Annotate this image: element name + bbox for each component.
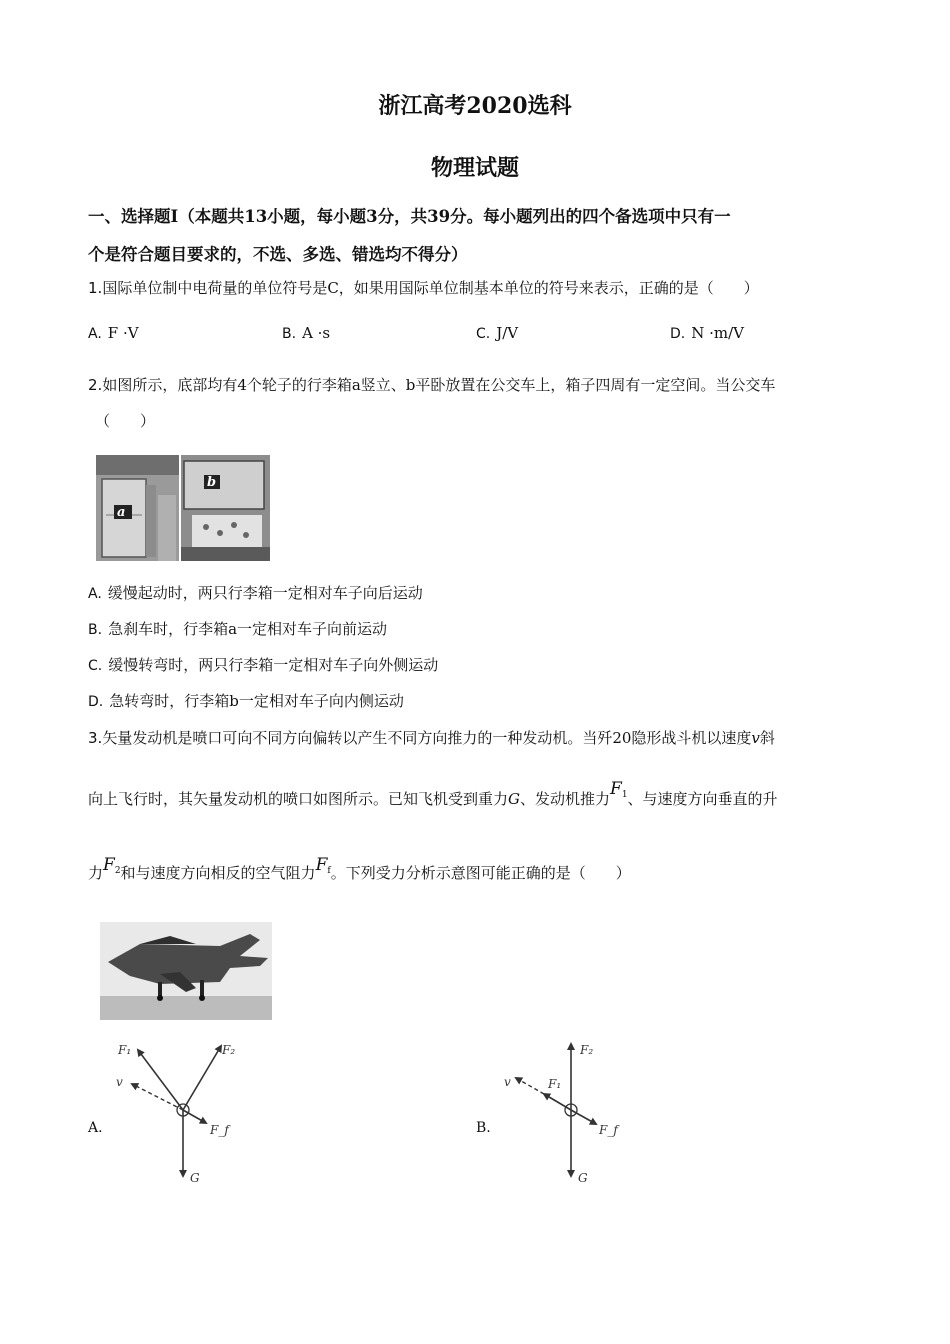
- diagram-a-f2-arrow: [183, 1046, 221, 1110]
- q3-var-f2: [103, 855, 121, 875]
- q3-text-3a: 力: [88, 864, 104, 882]
- q2-option-b: [88, 618, 387, 639]
- page-title: 浙江高考2020选科: [378, 93, 572, 119]
- q1-option-c-value: J/V: [496, 324, 519, 342]
- q3-text-1a: 矢量发动机是喷口可向不同方向偏转以产生不同方向推力的一种发动机。当歼20隐形战斗机以速度: [102, 729, 752, 747]
- q2-option-d-value: 急转弯时，行李箱b一定相对车子向内侧运动: [109, 692, 404, 710]
- photo-label-b: b: [207, 475, 217, 490]
- q3-var-ff-letter: F: [315, 855, 328, 875]
- diagram-b-ff-label: F_f: [599, 1123, 618, 1137]
- q2-option-c-value: 缓慢转弯时，两只行李箱一定相对车子向外侧运动: [108, 656, 439, 674]
- q2-option-c: [88, 654, 438, 675]
- q1-option-b-key: B.: [282, 326, 297, 342]
- q3-text-2a: 向上飞行时，其矢量发动机的喷口如图所示。已知飞机受到重力: [88, 790, 509, 808]
- force-diagram-a: [108, 1036, 248, 1186]
- diagram-a-ff-label: F_f: [210, 1123, 229, 1137]
- diagram-b-f1-arrow: [544, 1094, 571, 1110]
- question-2-number: 2.: [88, 376, 103, 394]
- q3-text-1b: 斜: [759, 729, 775, 747]
- q3-var-ff: [316, 855, 331, 875]
- q1-option-a-value: F ·V: [107, 324, 139, 342]
- diagram-a-f1-arrow: [138, 1050, 183, 1110]
- force-diagram-b: [500, 1036, 640, 1186]
- q1-option-c-key: C.: [476, 326, 491, 342]
- diagram-b-g-label: G: [578, 1171, 588, 1185]
- diagram-b-f2-label: F₂: [580, 1043, 594, 1057]
- q3-text-2b: 、发动机推力: [520, 790, 611, 808]
- diagram-a-ff-arrow: [183, 1110, 206, 1123]
- q1-option-d: [670, 324, 744, 342]
- question-1-text: 国际单位制中电荷量的单位符号是C，如果用国际单位制基本单位的符号来表示，正确的是（ ）: [102, 279, 759, 297]
- luggage-photo: [96, 455, 270, 561]
- fighter-jet-photo: [100, 922, 272, 1020]
- question-2-text: 如图所示，底部均有4个轮子的行李箱a竖立、b平卧放置在公交车上，箱子四周有一定空间。当公交车: [102, 376, 776, 394]
- q3-var-f2-letter: F: [103, 855, 115, 875]
- page-subtitle: 物理试题: [430, 155, 519, 181]
- photo-label-a: a: [117, 505, 126, 520]
- diagram-a-f2-label: F₂: [222, 1043, 236, 1057]
- q3-text-3b: 和与速度方向相反的空气阻力: [120, 864, 316, 882]
- q1-option-a-key: A.: [88, 326, 102, 342]
- section-heading: [88, 198, 868, 274]
- q3-var-f1-letter: F: [610, 779, 622, 799]
- q3-text-2c: 、与速度方向垂直的升: [627, 790, 778, 808]
- question-3-line-1: [88, 727, 868, 749]
- q2-option-a-key: A.: [88, 586, 102, 602]
- q2-option-d: [88, 690, 404, 711]
- q3-var-f1: [610, 779, 628, 799]
- section-heading-line-1: 一、选择题Ⅰ（本题共13小题，每小题3分，共39分。每小题列出的四个备选项中只有一: [88, 207, 731, 226]
- q2-option-b-key: B.: [88, 622, 103, 638]
- question-3-line-3: [88, 855, 868, 890]
- diagram-a-label: A.: [88, 1120, 103, 1136]
- diagram-b-label: B.: [476, 1120, 491, 1136]
- q2-option-a: [88, 582, 423, 603]
- q1-option-d-key: D.: [670, 326, 686, 342]
- section-heading-line-2: 个是符合题目要求的，不选、多选、错选均不得分）: [88, 245, 468, 264]
- q3-text-3c: 。下列受力分析示意图可能正确的是（ ）: [330, 864, 631, 882]
- question-2-bracket: （ ）: [95, 412, 156, 430]
- diagram-b-v-label: v: [504, 1075, 511, 1089]
- q3-var-g: G: [508, 790, 520, 808]
- diagram-a-f1-label: F₁: [118, 1043, 132, 1057]
- q2-option-d-key: D.: [88, 694, 104, 710]
- q2-option-a-value: 缓慢起动时，两只行李箱一定相对车子向后运动: [107, 584, 423, 602]
- diagram-a-g-label: G: [190, 1171, 200, 1185]
- question-2: [88, 374, 868, 396]
- question-3-number: 3.: [88, 729, 103, 747]
- q1-option-b-value: A ·s: [302, 324, 331, 342]
- question-1-number: 1.: [88, 279, 103, 297]
- q1-option-d-value: N ·m/V: [691, 324, 745, 342]
- question-3-line-2: [88, 779, 868, 816]
- question-1: [88, 277, 868, 299]
- q2-option-b-value: 急刹车时，行李箱a一定相对车子向前运动: [108, 620, 388, 638]
- q3-var-f1-sub: 1: [621, 790, 628, 800]
- diagram-a-v-arrow: [132, 1084, 183, 1110]
- q3-var-f2-sub: 2: [114, 866, 121, 876]
- q1-option-b: [282, 324, 330, 342]
- q2-option-c-key: C.: [88, 658, 103, 674]
- q1-option-a: [88, 324, 139, 342]
- diagram-a-v-label: v: [116, 1075, 123, 1089]
- q3-var-ff-sub: f: [327, 866, 331, 876]
- diagram-b-ff-arrow: [571, 1110, 596, 1124]
- q3-var-v: v: [751, 729, 760, 747]
- diagram-b-v-arrow: [516, 1078, 544, 1094]
- q1-option-c: [476, 324, 518, 342]
- diagram-b-f1-label: F₁: [548, 1077, 562, 1091]
